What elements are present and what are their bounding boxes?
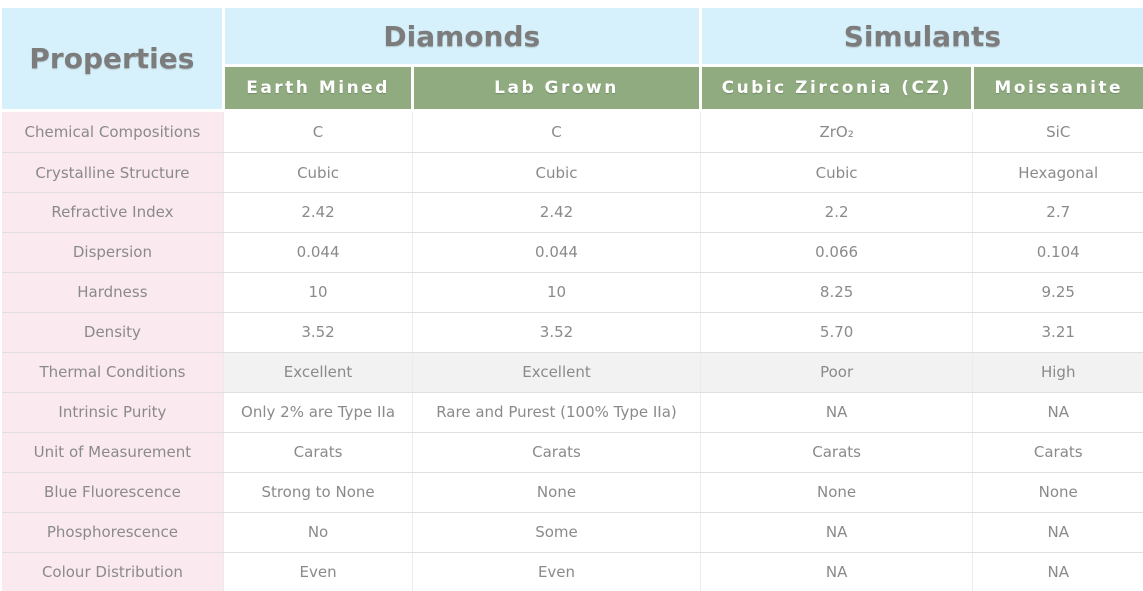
property-label: Phosphorescence bbox=[2, 512, 223, 552]
table-row bbox=[2, 312, 1143, 352]
value-cell: NA bbox=[973, 392, 1143, 432]
table-header bbox=[2, 8, 1143, 111]
table-row bbox=[2, 552, 1143, 591]
value-cell: Some bbox=[413, 512, 701, 552]
column-header-lab-grown: Lab Grown bbox=[413, 66, 701, 111]
value-cell: Carats bbox=[413, 432, 701, 472]
value-cell: None bbox=[973, 472, 1143, 512]
value-cell: Cubic bbox=[413, 153, 701, 193]
value-cell: Strong to None bbox=[223, 472, 412, 512]
value-cell: Carats bbox=[700, 432, 973, 472]
property-label: Unit of Measurement bbox=[2, 432, 223, 472]
value-cell: Hexagonal bbox=[973, 153, 1143, 193]
table-row bbox=[2, 153, 1143, 193]
value-cell: Even bbox=[413, 552, 701, 591]
property-label: Density bbox=[2, 312, 223, 352]
value-cell: NA bbox=[973, 512, 1143, 552]
value-cell: Rare and Purest (100% Type IIa) bbox=[413, 392, 701, 432]
value-cell: NA bbox=[700, 552, 973, 591]
value-cell: Only 2% are Type IIa bbox=[223, 392, 412, 432]
value-cell: 2.7 bbox=[973, 193, 1143, 233]
table-row bbox=[2, 272, 1143, 312]
value-cell: Carats bbox=[973, 432, 1143, 472]
value-cell: 2.42 bbox=[223, 193, 412, 233]
table-row bbox=[2, 232, 1143, 272]
value-cell: Excellent bbox=[413, 352, 701, 392]
group-header-row bbox=[2, 8, 1143, 66]
property-label: Chemical Compositions bbox=[2, 111, 223, 153]
value-cell: Carats bbox=[223, 432, 412, 472]
property-label: Colour Distribution bbox=[2, 552, 223, 591]
value-cell: High bbox=[973, 352, 1143, 392]
column-header-cubic-zirconia: Cubic Zirconia (CZ) bbox=[700, 66, 973, 111]
comparison-table bbox=[2, 8, 1143, 591]
value-cell: C bbox=[223, 111, 412, 153]
value-cell: 0.044 bbox=[413, 232, 701, 272]
value-cell: Even bbox=[223, 552, 412, 591]
property-label: Blue Fluorescence bbox=[2, 472, 223, 512]
value-cell: 0.066 bbox=[700, 232, 973, 272]
properties-corner-header: Properties bbox=[2, 8, 223, 111]
table-body bbox=[2, 111, 1143, 591]
value-cell: Cubic bbox=[223, 153, 412, 193]
group-header-diamonds: Diamonds bbox=[223, 8, 700, 66]
value-cell: 3.21 bbox=[973, 312, 1143, 352]
value-cell: Cubic bbox=[700, 153, 973, 193]
column-header-earth-mined: Earth Mined bbox=[223, 66, 412, 111]
value-cell: 10 bbox=[223, 272, 412, 312]
value-cell: 8.25 bbox=[700, 272, 973, 312]
table-row bbox=[2, 193, 1143, 233]
value-cell: 5.70 bbox=[700, 312, 973, 352]
property-label: Crystalline Structure bbox=[2, 153, 223, 193]
table-row bbox=[2, 472, 1143, 512]
value-cell: NA bbox=[700, 392, 973, 432]
value-cell: 0.044 bbox=[223, 232, 412, 272]
value-cell: 3.52 bbox=[223, 312, 412, 352]
table-row bbox=[2, 512, 1143, 552]
property-label: Intrinsic Purity bbox=[2, 392, 223, 432]
value-cell: ZrO₂ bbox=[700, 111, 973, 153]
value-cell: Excellent bbox=[223, 352, 412, 392]
value-cell: C bbox=[413, 111, 701, 153]
value-cell: 9.25 bbox=[973, 272, 1143, 312]
value-cell: 2.2 bbox=[700, 193, 973, 233]
value-cell: No bbox=[223, 512, 412, 552]
property-label: Refractive Index bbox=[2, 193, 223, 233]
value-cell: 0.104 bbox=[973, 232, 1143, 272]
value-cell: 10 bbox=[413, 272, 701, 312]
table-row bbox=[2, 432, 1143, 472]
table-row bbox=[2, 392, 1143, 432]
value-cell: 2.42 bbox=[413, 193, 701, 233]
table-row bbox=[2, 352, 1143, 392]
table-row bbox=[2, 111, 1143, 153]
value-cell: NA bbox=[973, 552, 1143, 591]
property-label: Dispersion bbox=[2, 232, 223, 272]
value-cell: 3.52 bbox=[413, 312, 701, 352]
value-cell: Poor bbox=[700, 352, 973, 392]
value-cell: None bbox=[413, 472, 701, 512]
column-header-moissanite: Moissanite bbox=[973, 66, 1143, 111]
value-cell: SiC bbox=[973, 111, 1143, 153]
value-cell: None bbox=[700, 472, 973, 512]
value-cell: NA bbox=[700, 512, 973, 552]
property-label: Hardness bbox=[2, 272, 223, 312]
group-header-simulants: Simulants bbox=[700, 8, 1143, 66]
property-label: Thermal Conditions bbox=[2, 352, 223, 392]
